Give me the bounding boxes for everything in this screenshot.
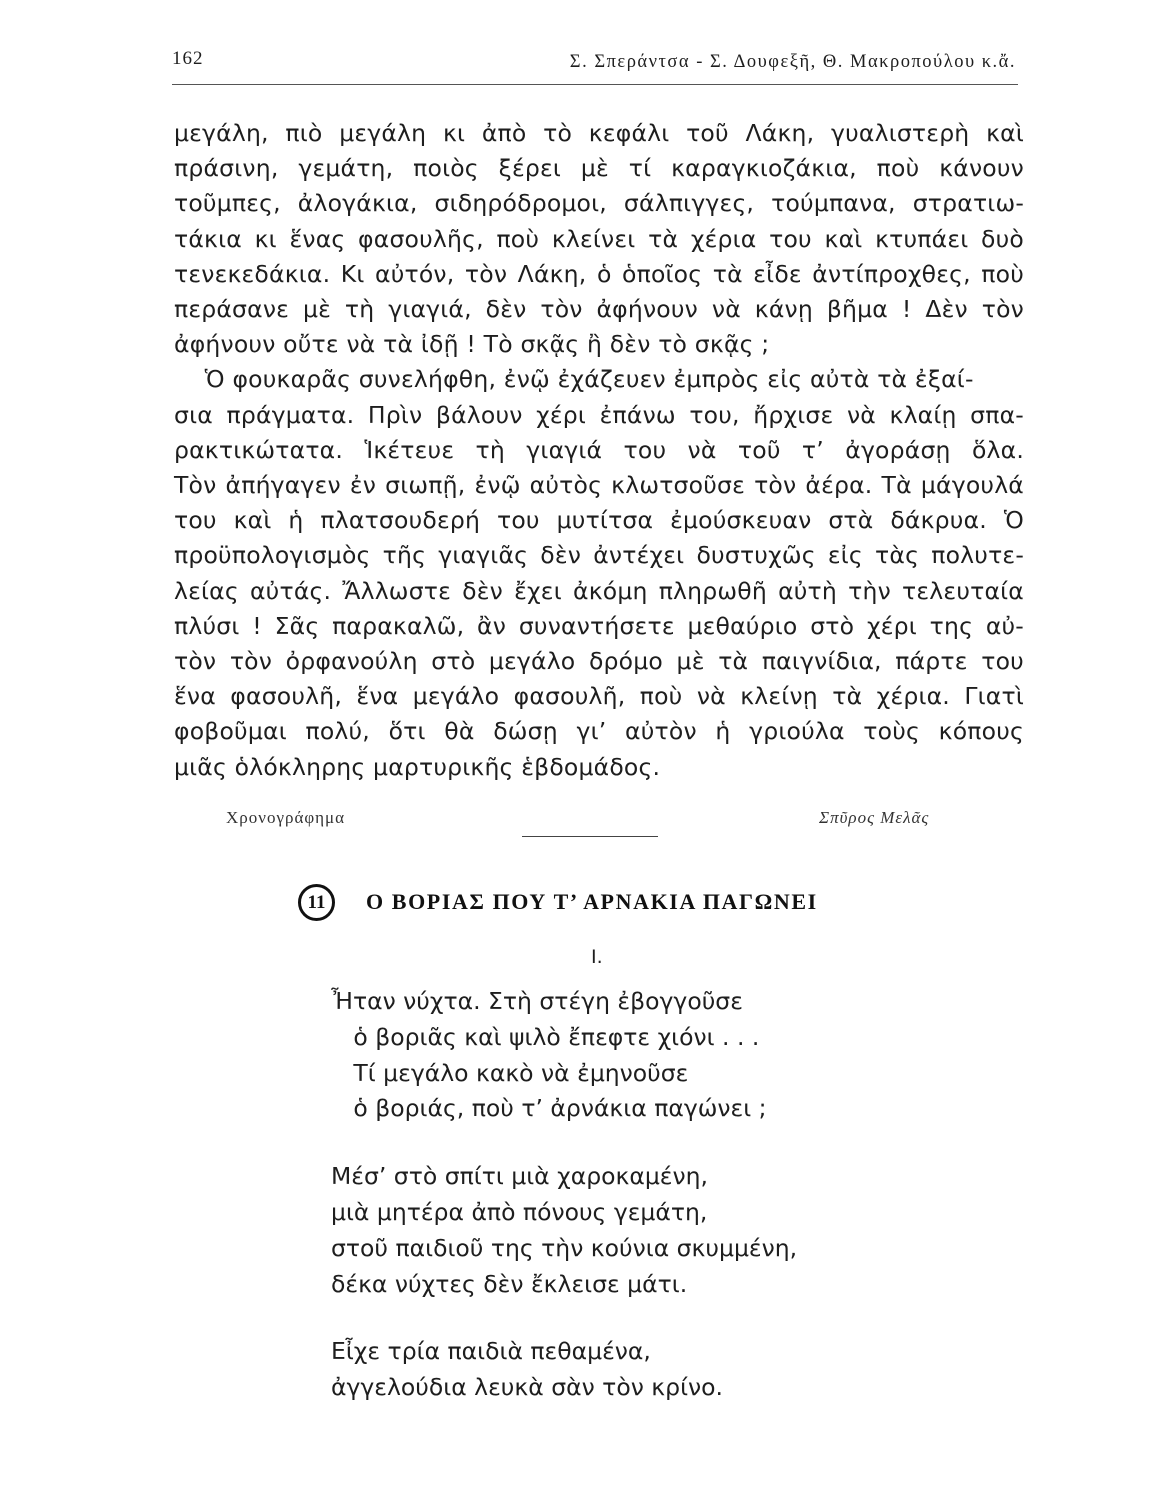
text-line: μεγάλη, πιὸ μεγάλη κι ἀπὸ τὸ κεφάλι τοῦ Λάκη, γυαλιστερὴ καὶ xyxy=(174,119,1024,147)
prose-text xyxy=(174,116,1024,785)
verse-line: δέκα νύχτες δὲν ἔκλεισε μάτι. xyxy=(331,1269,688,1298)
genre-label: Χρονογράφημα xyxy=(226,808,346,827)
verse-line: Μέσ’ στὸ σπίτι μιὰ χαροκαμένη, xyxy=(331,1162,708,1191)
text-line: τενεκεδάκια. Κι αὐτόν, τὸν Λάκη, ὁ ὁποῖος τὰ εἶδε ἀντίπροχθες, ποὺ xyxy=(174,259,1024,288)
text-line: λείας αὐτάς. Ἄλλωστε δὲν ἔχει ἀκόμη πληρωθῆ αὐτὴ τὴν τελευταία xyxy=(174,576,1024,605)
text-line: ἀφήνουν οὔτε νὰ τὰ ἰδῇ ! Τὸ σκᾷς ἢ δὲν τὸ σκᾷς ; xyxy=(174,330,770,359)
section-divider xyxy=(522,836,658,837)
verse-line: Ἦταν νύχτα. Στὴ στέγη ἐβογγοῦσε xyxy=(331,987,743,1015)
verse-line: ὁ βοριάς, ποὺ τ’ ἀρνάκια παγώνει ; xyxy=(331,1094,767,1123)
text-line: περάσανε μὲ τὴ γιαγιά, δὲν τὸν ἀφήνουν νὰ κάνῃ βῆμα ! Δὲν τὸν xyxy=(174,295,1024,324)
poem-number: 11 xyxy=(307,891,326,913)
text-line: προϋπολογισμὸς τῆς γιαγιᾶς δὲν ἀντέχει δυστυχῶς εἰς τὰς πολυτε- xyxy=(174,541,1024,570)
text-line: Τὸν ἀπήγαγεν ἐν σιωπῇ, ἐνῷ αὐτὸς κλωτσοῦσε τὸν ἀέρα. Τὰ μάγουλά xyxy=(174,471,1024,500)
page-header xyxy=(172,46,1018,85)
text-line: του καὶ ἡ πλατσουδερή του μυτίτσα ἐμούσκευαν στὰ δάκρυα. Ὁ xyxy=(174,506,1024,535)
verse-line: μιὰ μητέρα ἀπὸ πόνους γεμάτη, xyxy=(331,1197,708,1226)
poem-part-number: I. xyxy=(591,946,603,968)
poem-body xyxy=(331,984,891,1438)
text-line: ἕνα φασουλῆ, ἕνα μεγάλο φασουλῆ, ποὺ νὰ κλείνῃ τὰ χέρια. Γιατὶ xyxy=(174,682,1024,711)
verse-line: στοῦ παιδιοῦ της τὴν κούνια σκυμμένη, xyxy=(331,1233,798,1262)
poem-number-badge xyxy=(298,884,335,921)
stanza xyxy=(331,1159,891,1302)
verse-line: Τί μεγάλο κακὸ νὰ ἐμηνοῦσε xyxy=(331,1058,689,1087)
verse-line: ὁ βοριᾶς καὶ ψιλὸ ἔπεφτε χιόνι . . . xyxy=(331,1022,760,1051)
text-line: τάκια κι ἕνας φασουλῆς, ποὺ κλείνει τὰ χέρια του καὶ κτυπάει δυὸ xyxy=(174,224,1024,253)
text-line: φοβοῦμαι πολύ, ὅτι θὰ δώσῃ γι’ αὐτὸν ἡ γριούλα τοὺς κόπους xyxy=(174,717,1024,746)
text-line: μιᾶς ὁλόκληρης μαρτυρικῆς ἑβδομάδος. xyxy=(174,752,661,781)
text-line: τὸν τὸν ὀρφανούλη στὸ μεγάλο δρόμο μὲ τὰ παιγνίδια, πάρτε του xyxy=(174,647,1024,676)
text-line: πλύσι ! Σᾶς παρακαλῶ, ἂν συναντήσετε μεθαύριο στὸ χέρι της αὐ- xyxy=(174,611,1024,640)
text-line: ρακτικώτατα. Ἱκέτευε τὴ γιαγιά του νὰ τοῦ τ’ ἀγοράσῃ ὅλα. xyxy=(174,435,1024,464)
text-line: Ὁ φουκαρᾶς συνελήφθη, ἐνῷ ἐχάζευεν ἐμπρὸς εἰς αὐτὰ τὰ ἐξαί- xyxy=(174,365,974,394)
page-number: 162 xyxy=(172,48,204,69)
verse-line: ἀγγελούδια λευκὰ σὰν τὸν κρίνο. xyxy=(331,1373,723,1402)
poem-title: Ο ΒΟΡΙΑΣ ΠΟΥ Τ’ ΑΡΝΑΚΙΑ ΠΑΓΩΝΕΙ xyxy=(366,889,818,914)
verse-line: Εἶχε τρία παιδιὰ πεθαμένα, xyxy=(331,1337,651,1366)
text-line: πράσινη, γεμάτη, ποιὸς ξέρει μὲ τί καραγκιοζάκια, ποὺ κάνουν xyxy=(174,154,1024,183)
text-line: τοῦμπες, ἀλογάκια, σιδηρόδρομοι, σάλπιγγες, τούμπανα, στρατιω- xyxy=(174,189,1024,218)
text-line: σια πράγματα. Πρὶν βάλουν χέρι ἐπάνω του, ἤρχισε νὰ κλαίῃ σπα- xyxy=(174,400,1024,429)
author-signature: Σπῦρος Μελᾶς xyxy=(819,808,930,827)
running-head: Σ. Σπεράντσα - Σ. Δουφεξῆ, Θ. Μακροπούλου κ.ἄ. xyxy=(569,52,1016,72)
stanza xyxy=(331,1334,891,1406)
stanza xyxy=(331,984,891,1127)
